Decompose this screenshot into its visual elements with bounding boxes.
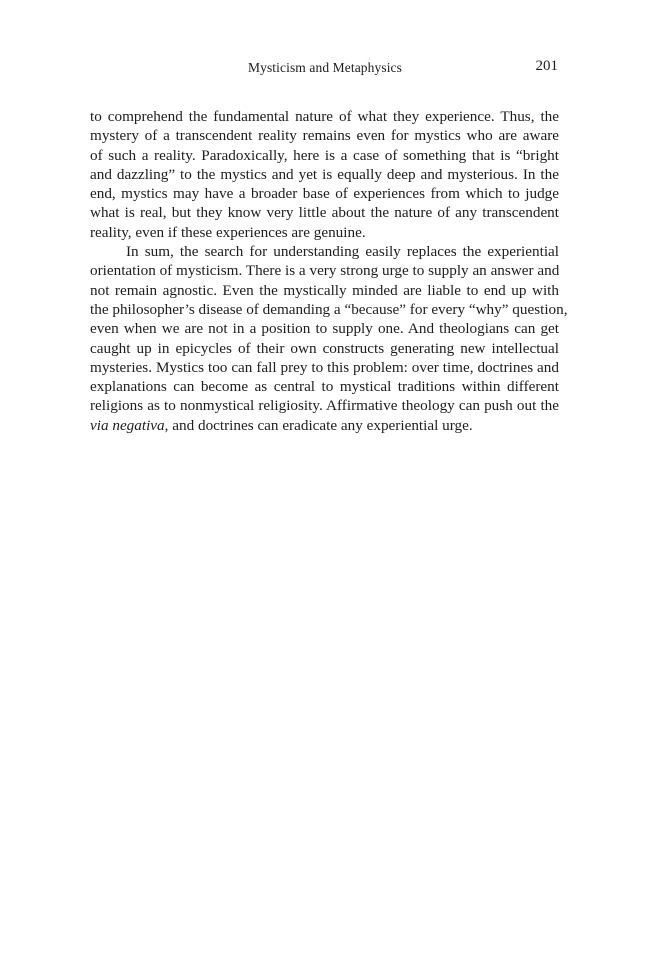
italic-term: via negativa — [90, 416, 165, 434]
paragraph-1 — [90, 107, 559, 242]
text-line: even when we are not in a position to supply one. And theologians can get — [90, 320, 559, 338]
text-line: end, mystics may have a broader base of experiences from which to judge — [90, 185, 559, 203]
text-line: what is real, but they know very little about the nature of any transcendent — [90, 204, 559, 222]
text-line: In sum, the search for understanding easily replaces the experiential — [126, 243, 559, 261]
text-line: to comprehend the fundamental nature of what they experience. Thus, the — [90, 108, 559, 125]
text-line: caught up in epicycles of their own constructs generating new intellectual — [90, 339, 559, 357]
running-head — [90, 58, 560, 78]
text-line: mystery of a transcendent reality remains even for mystics who are aware — [90, 127, 559, 145]
text-line: explanations can become as central to mystical traditions within different — [90, 378, 559, 396]
text-line: religions as to nonmystical religiosity. Affirmative theology can push out the — [90, 397, 559, 415]
running-title: Mysticism and Metaphysics — [248, 60, 402, 75]
text-line: the philosopher’s disease of demanding a “because” for every “why” question, — [90, 300, 568, 318]
text-line-rest: , and doctrines can eradicate any experiential urge. — [164, 416, 473, 434]
text-line: and dazzling” to the mystics and yet is equally deep and mysterious. In the — [90, 165, 559, 183]
text-line: of such a reality. Paradoxically, here is a case of something that is “bright — [90, 146, 559, 164]
text-line: orientation of mysticism. There is a very strong urge to supply an answer and — [90, 262, 560, 280]
paragraph-2 — [90, 242, 568, 435]
text-line: reality, even if these experiences are genuine. — [90, 223, 366, 241]
text-line-final — [90, 416, 559, 435]
body-text — [90, 107, 568, 435]
page-number: 201 — [535, 58, 558, 74]
text-line: not remain agnostic. Even the mystically minded are liable to end up with — [90, 281, 559, 299]
text-line: mysteries. Mystics too can fall prey to this problem: over time, doctrines and — [90, 358, 559, 376]
